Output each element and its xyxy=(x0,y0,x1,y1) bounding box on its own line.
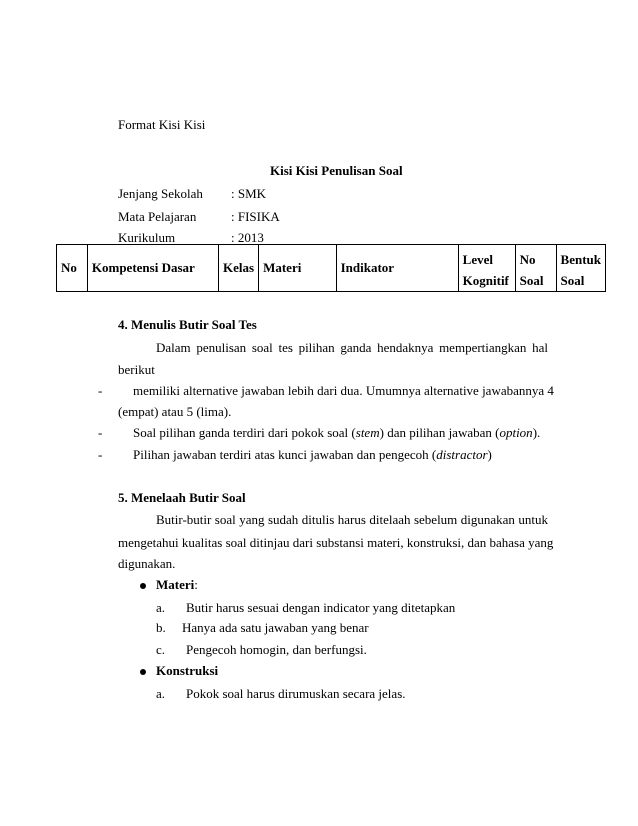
format-title: Format Kisi Kisi xyxy=(118,117,206,132)
section4-item3 xyxy=(133,447,492,463)
bullet-icon xyxy=(140,583,146,589)
header-no-soal xyxy=(515,245,556,292)
materi-item-a-letter: a. xyxy=(156,600,166,615)
center-title: Kisi Kisi Penulisan Soal xyxy=(270,163,403,178)
materi-label-text: Materi xyxy=(156,577,195,592)
info-value-kurikulum: : 2013 xyxy=(231,230,264,245)
section5-para-line2: mengetahui kualitas soal ditinjau dari substansi materi, konstruksi, dan bahasa yang xyxy=(118,535,554,550)
item2-stem: stem xyxy=(355,425,380,440)
header-no-soal-line2: Soal xyxy=(519,273,544,288)
dash-2: - xyxy=(98,425,103,440)
section4-item1-line1: memiliki alternative jawaban lebih dari dua. Umumnya alternative jawabannya 4 xyxy=(133,383,554,398)
item3-text-b: ) xyxy=(487,447,492,462)
header-materi: Materi xyxy=(259,245,337,292)
materi-item-c-letter: c. xyxy=(156,642,166,657)
section4-para-line1: Dalam penulisan soal tes pilihan ganda hendaknya mempertiangkan hal xyxy=(156,340,548,355)
header-no: No xyxy=(57,245,88,292)
header-kompetensi: Kompetensi Dasar xyxy=(87,245,218,292)
item2-text-c: ). xyxy=(532,425,541,440)
section5-para-line3: digunakan. xyxy=(118,556,176,571)
materi-item-b-text: Hanya ada satu jawaban yang benar xyxy=(182,620,369,635)
materi-label xyxy=(156,577,198,593)
item2-option: option xyxy=(499,425,533,440)
header-no-soal-line1: No xyxy=(519,252,536,267)
dash-3: - xyxy=(98,447,103,462)
kisi-table xyxy=(56,244,606,292)
info-label-jenjang: Jenjang Sekolah xyxy=(118,186,203,201)
header-bentuk-line1: Bentuk xyxy=(560,252,601,267)
section4-item1-line2: (empat) atau 5 (lima). xyxy=(118,404,232,419)
header-bentuk-line2: Soal xyxy=(560,273,585,288)
item2-text-b: ) dan pilihan jawaban ( xyxy=(379,425,500,440)
header-indikator: Indikator xyxy=(336,245,458,292)
materi-item-c-text: Pengecoh homogin, dan berfungsi. xyxy=(186,642,367,657)
konstruksi-label: Konstruksi xyxy=(156,663,219,678)
header-bentuk-soal xyxy=(556,245,605,292)
table-header-row xyxy=(57,245,606,292)
section5-heading: 5. Menelaah Butir Soal xyxy=(118,490,246,505)
materi-item-b-letter: b. xyxy=(156,620,166,635)
header-level-line2: Kognitif xyxy=(462,273,509,288)
materi-colon: : xyxy=(194,577,198,592)
section4-item2 xyxy=(133,425,540,441)
konstruksi-item-a-letter: a. xyxy=(156,686,166,701)
item3-distractor: distractor xyxy=(436,447,488,462)
header-level-line1: Level xyxy=(462,252,493,267)
info-value-mapel: : FISIKA xyxy=(231,209,280,224)
info-value-jenjang: : SMK xyxy=(231,186,267,201)
header-level xyxy=(458,245,515,292)
section5-para-line1: Butir-butir soal yang sudah ditulis harus ditelaah sebelum digunakan untuk xyxy=(156,512,548,527)
info-label-kurikulum: Kurikulum xyxy=(118,230,176,245)
dash-1: - xyxy=(98,383,103,398)
header-kelas: Kelas xyxy=(219,245,259,292)
item2-text-a: Soal pilihan ganda terdiri dari pokok soal ( xyxy=(133,425,356,440)
materi-item-a-text: Butir harus sesuai dengan indicator yang ditetapkan xyxy=(186,600,456,615)
konstruksi-item-a-text: Pokok soal harus dirumuskan secara jelas. xyxy=(186,686,406,701)
info-label-mapel: Mata Pelajaran xyxy=(118,209,197,224)
bullet-icon xyxy=(140,669,146,675)
item3-text-a: Pilihan jawaban terdiri atas kunci jawaban dan pengecoh ( xyxy=(133,447,437,462)
section4-para-line2: berikut xyxy=(118,362,155,377)
section4-heading: 4. Menulis Butir Soal Tes xyxy=(118,317,257,332)
